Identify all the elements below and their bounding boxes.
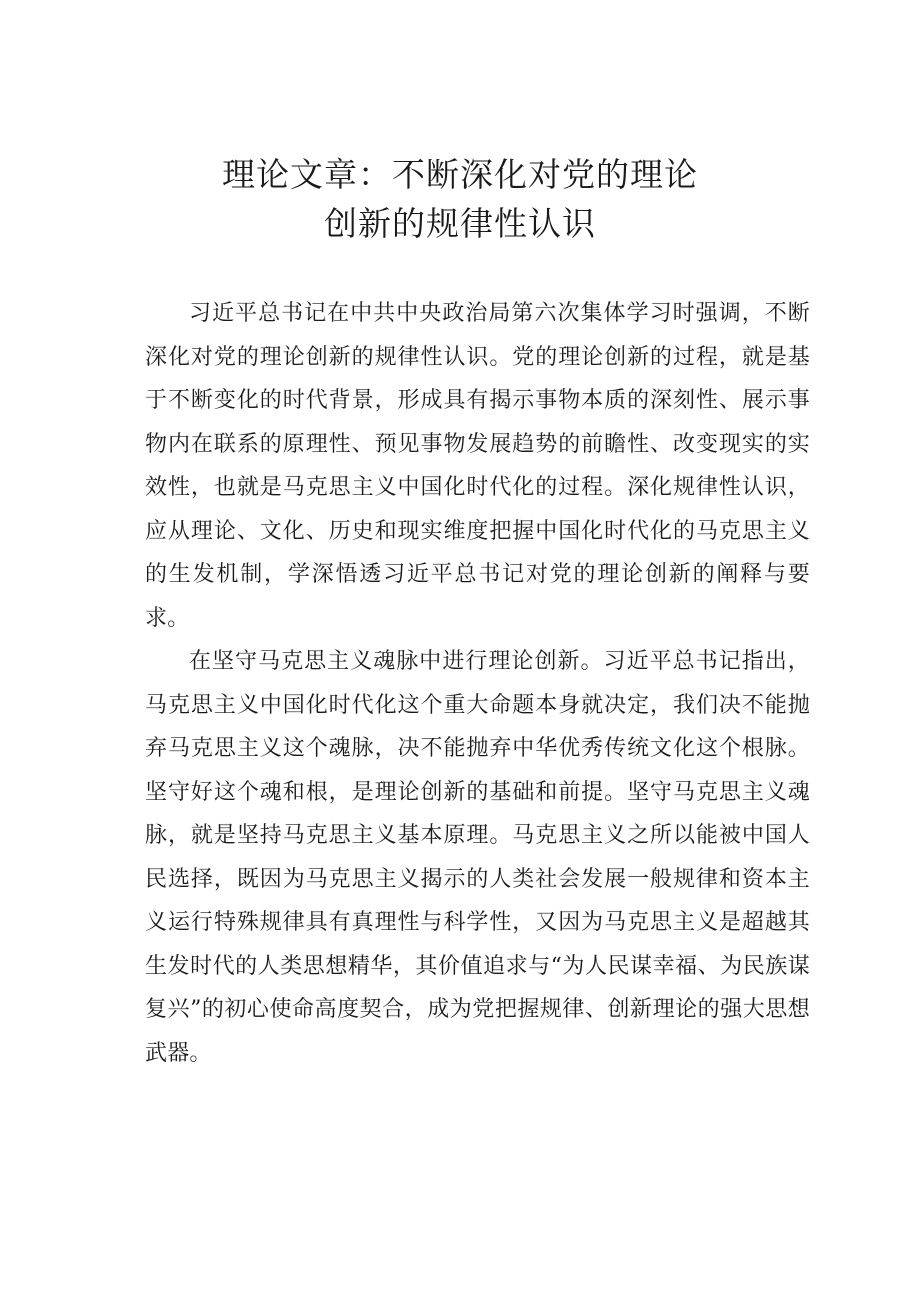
title-line-2: 创新的规律性认识 — [324, 204, 596, 243]
title-line-1: 理论文章：不断深化对党的理论 — [222, 155, 698, 194]
document-title — [0, 150, 920, 248]
document-body — [145, 292, 810, 1075]
paragraph-1: 习近平总书记在中共中央政治局第六次集体学习时强调，不断深化对党的理论创新的规律性认识。党的理论创新的过程，就是基于不断变化的时代背景，形成具有揭示事物本质的深刻性、展示事物内在联系的原理性、预见事物发展趋势的前瞻性、改变现实的实效性，也就是马克思主义中国化时代化的过程。深化规律性认识，应从理论、文化、历史和现实维度把握中国化时代化的马克思主义的生发机制，学深悟透习近平总书记对党的理论创新的阐释与要求。 — [145, 301, 810, 631]
paragraph-2: 在坚守马克思主义魂脉中进行理论创新。习近平总书记指出，马克思主义中国化时代化这个重大命题本身就决定，我们决不能抛弃马克思主义这个魂脉，决不能抛弃中华优秀传统文化这个根脉。坚守好这个魂和根，是理论创新的基础和前提。坚守马克思主义魂脉，就是坚持马克思主义基本原理。马克思主义之所以能被中国人民选择，既因为马克思主义揭示的人类社会发展一般规律和资本主义运行特殊规律具有真理性与科学性，又因为马克思主义是超越其生发时代的人类思想精华，其价值追求与“为人民谋幸福、为民族谋复兴”的初心使命高度契合，成为党把握规律、创新理论的强大思想武器。 — [145, 649, 810, 1066]
